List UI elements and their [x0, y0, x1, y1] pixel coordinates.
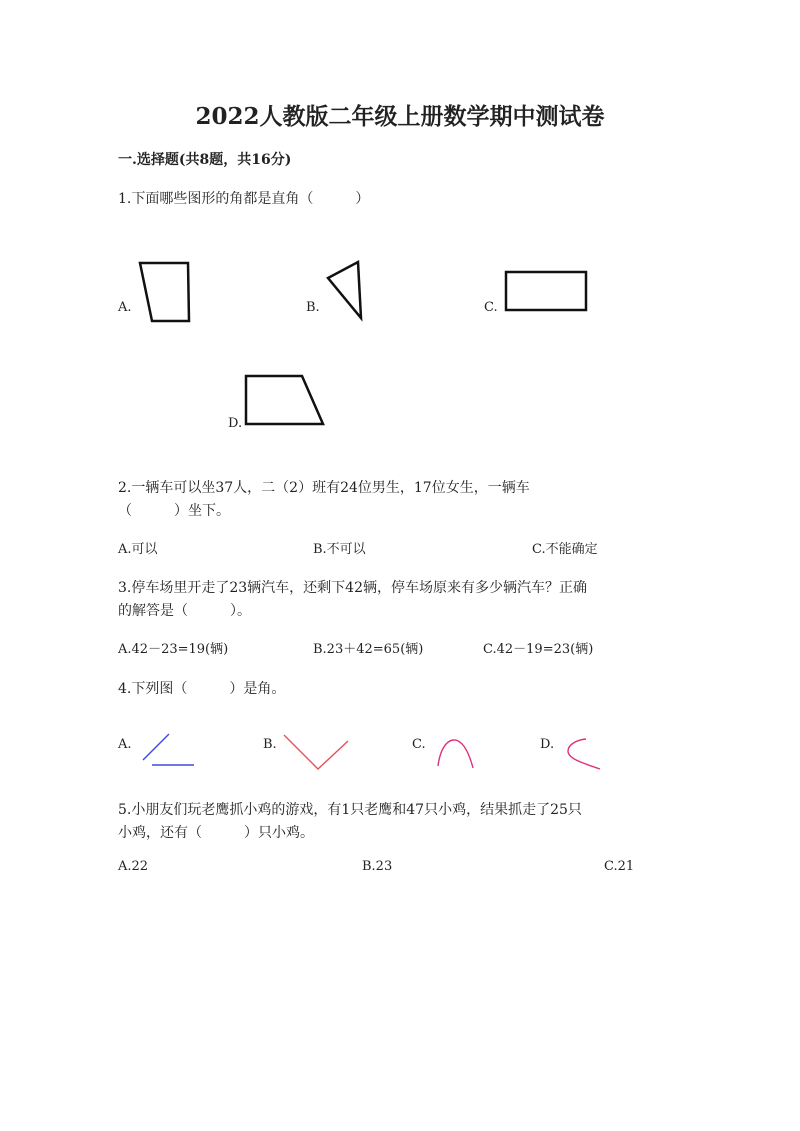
q1-figure-c-rectangle [502, 268, 592, 316]
q1-figure-a-quadrilateral [136, 258, 196, 326]
q5-option-c: C.21 [604, 859, 635, 874]
q3-option-a: A.42－23=19(辆) [118, 642, 229, 657]
q4-option-a-label: A. [118, 737, 132, 752]
q4-option-b-label: B. [263, 737, 277, 752]
q1-option-a-label: A. [118, 300, 132, 315]
question-3-line-1: 3.停车场里开走了23辆汽车，还剩下42辆，停车场原来有多少辆汽车？正确 [118, 580, 587, 596]
question-1-text: 1.下面哪些图形的角都是直角（ ） [118, 191, 370, 207]
question-2-line-1: 2.一辆车可以坐37人，二（2）班有24位男生，17位女生，一辆车 [118, 480, 530, 496]
q1-option-c-label: C. [484, 300, 498, 315]
question-2-line-2: （ ）坐下。 [118, 503, 230, 519]
section-heading: 一.选择题(共8题，共16分) [118, 152, 292, 168]
q1-figure-d-trapezoid [242, 372, 332, 430]
q3-option-b: B.23＋42=65(辆) [313, 642, 424, 657]
q1-figure-b-triangle [322, 258, 368, 324]
q1-option-b-label: B. [306, 300, 320, 315]
q4-figure-b-angle [280, 730, 352, 774]
page-title: 2022人教版二年级上册数学期中测试卷 [195, 103, 605, 130]
q4-option-c-label: C. [412, 737, 426, 752]
q4-figure-c-curve [432, 734, 482, 774]
q5-option-b: B.23 [362, 859, 393, 874]
question-5-line-2: 小鸡，还有（ ）只小鸡。 [118, 825, 314, 841]
q4-option-d-label: D. [540, 737, 555, 752]
q2-option-c: C.不能确定 [532, 542, 598, 557]
q3-option-c: C.42－19=23(辆) [483, 642, 594, 657]
q2-option-b: B.不可以 [313, 542, 366, 557]
q4-figure-a-lines [138, 730, 198, 770]
question-4-text: 4.下列图（ ）是角。 [118, 681, 286, 697]
q1-option-d-label: D. [228, 416, 243, 431]
question-5-line-1: 5.小朋友们玩老鹰抓小鸡的游戏，有1只老鹰和47只小鸡，结果抓走了25只 [118, 802, 582, 818]
q4-figure-d-curve [562, 734, 608, 774]
q5-option-a: A.22 [118, 859, 149, 874]
question-3-line-2: 的解答是（ ）。 [118, 603, 251, 619]
q2-option-a: A.可以 [118, 542, 158, 557]
